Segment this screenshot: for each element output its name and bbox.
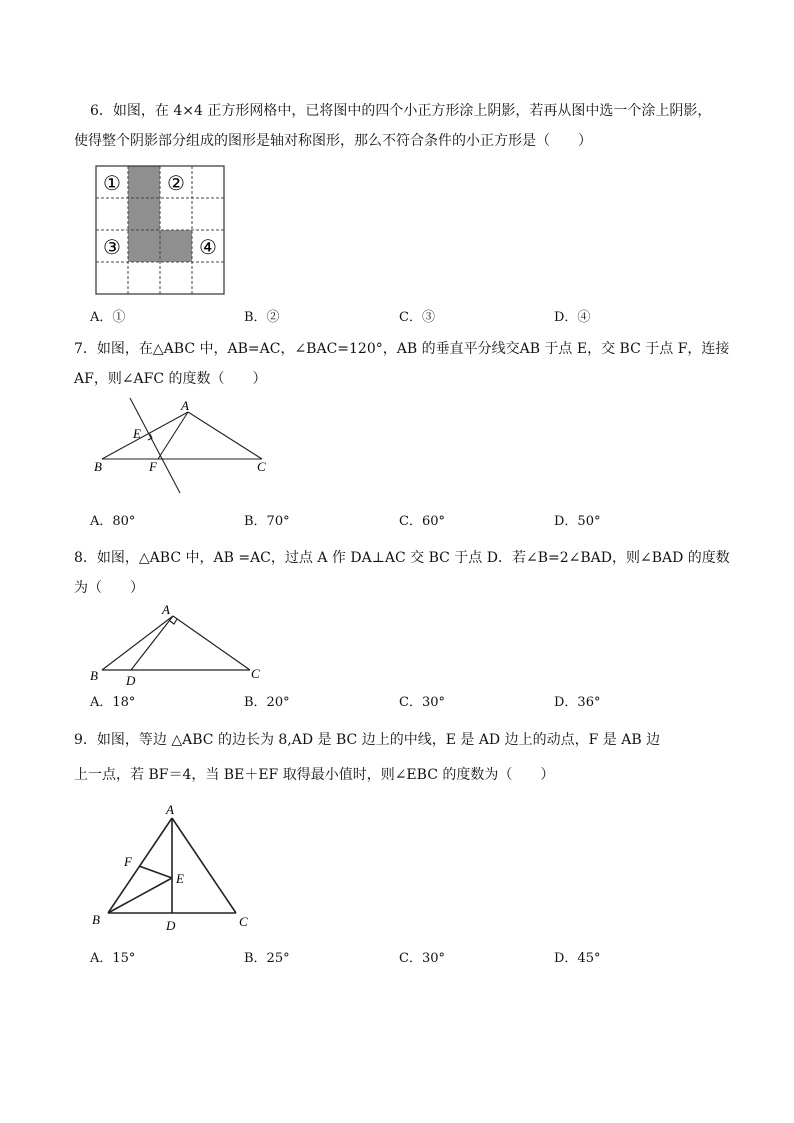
q9-option-b: B．25° xyxy=(244,951,290,966)
q7-triangle-figure xyxy=(90,395,290,505)
q9-option-d: D．45° xyxy=(554,951,601,966)
side-ab xyxy=(108,818,172,913)
q6-option-d: D．④ xyxy=(554,310,591,325)
segment-af xyxy=(158,412,188,459)
q6-option-c: C．③ xyxy=(399,310,435,325)
label-e: E xyxy=(133,426,141,441)
q6-option-a: A．① xyxy=(90,310,126,325)
segment-be xyxy=(108,878,172,913)
label-f: F xyxy=(149,459,157,474)
label-b: B xyxy=(92,912,100,927)
label-c: C xyxy=(239,914,248,929)
q6-grid-figure xyxy=(96,164,226,294)
q7-option-c: C．60° xyxy=(399,514,445,529)
shaded-cell xyxy=(128,198,160,230)
q7-option-a: A．80° xyxy=(90,514,136,529)
perpendicular-bisector xyxy=(130,398,180,493)
shaded-cell xyxy=(160,230,192,262)
label-d: D xyxy=(126,673,136,688)
q6-stem-line-1: 6．如图，在 4×4 正方形网格中，已将图中的四个小正方形涂上阴影，若再从图中选一个涂上阴影， xyxy=(90,103,712,119)
side-ac xyxy=(172,818,236,913)
label-e: E xyxy=(176,871,184,886)
q8-triangle-figure xyxy=(88,600,278,688)
q7-stem-line-1: 7．如图，在△ABC 中，AB=AC，∠BAC=120°，AB 的垂直平分线交AB 于点 E，交 BC 于点 F，连接 xyxy=(74,341,730,357)
label-a: A xyxy=(181,398,189,413)
side-ac xyxy=(173,616,250,670)
shaded-cell xyxy=(128,166,160,198)
label-c: C xyxy=(251,666,260,681)
q6-stem-line-2: 使得整个阴影部分组成的图形是轴对称图形，那么不符合条件的小正方形是（ ） xyxy=(74,133,592,149)
q7-stem-line-2: AF，则∠AFC 的度数（ ） xyxy=(74,371,267,387)
q9-stem-line-2: 上一点，若 BF＝4，当 BE＋EF 取得最小值时，则∠EBC 的度数为（ ） xyxy=(74,767,555,783)
shaded-cell xyxy=(128,230,160,262)
label-c: C xyxy=(257,459,266,474)
label-f: F xyxy=(124,854,132,869)
q9-equilateral-figure xyxy=(88,798,258,938)
cell-label-2: ② xyxy=(167,171,185,195)
q9-option-c: C．30° xyxy=(399,951,445,966)
q7-option-d: D．50° xyxy=(554,514,601,529)
q7-option-b: B．70° xyxy=(244,514,290,529)
segment-ef xyxy=(139,866,172,878)
side-ac xyxy=(188,412,262,459)
label-b: B xyxy=(94,459,102,474)
q8-option-a: A．18° xyxy=(90,695,136,710)
q8-option-b: B．20° xyxy=(244,695,290,710)
q8-option-c: C．30° xyxy=(399,695,445,710)
q9-stem-line-1: 9．如图，等边 △ABC 的边长为 8,AD 是 BC 边上的中线，E 是 AD 边上的动点，F 是 AB 边 xyxy=(74,732,661,748)
q8-stem-line-1: 8．如图，△ABC 中，AB =AC，过点 A 作 DA⊥AC 交 BC 于点 D．若∠B=2∠BAD，则∠BAD 的度数 xyxy=(74,550,730,566)
label-a: A xyxy=(166,802,174,817)
q9-option-a: A．15° xyxy=(90,951,136,966)
q6-option-b: B．② xyxy=(244,310,280,325)
right-angle-mark xyxy=(170,619,177,624)
cell-label-1: ① xyxy=(103,171,121,195)
q8-stem-line-2: 为（ ） xyxy=(74,580,144,596)
side-ab xyxy=(102,412,188,459)
label-d: D xyxy=(166,918,176,933)
cell-label-3: ③ xyxy=(103,235,121,259)
q8-option-d: D．36° xyxy=(554,695,601,710)
label-a: A xyxy=(162,602,170,617)
label-b: B xyxy=(90,668,98,683)
cell-label-4: ④ xyxy=(199,235,217,259)
